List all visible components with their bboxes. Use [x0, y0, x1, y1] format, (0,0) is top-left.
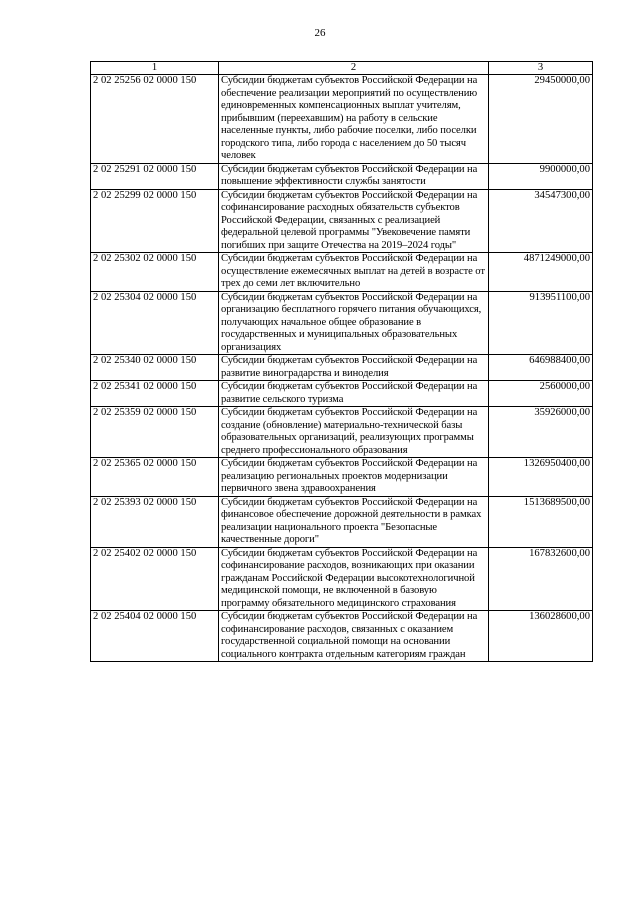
column-header-1: 1	[91, 62, 219, 75]
subsidy-name: Субсидии бюджетам субъектов Российской Федерации на софинансирование расходов, возникающих при оказании гражданам Российской Федерации высокотехнологичной медицинской помощи, не включенной в базовую программу обязательного медицинского страхования	[219, 547, 489, 611]
table-row	[91, 496, 593, 547]
budget-code: 2 02 25291 02 0000 150	[91, 163, 219, 189]
subsidy-name: Субсидии бюджетам субъектов Российской Федерации на создание (обновление) материально-технической базы образовательных организаций, реализующих программы среднего профессионального образования	[219, 407, 489, 458]
subsidy-amount: 136028600,00	[489, 611, 593, 662]
subsidy-name: Субсидии бюджетам субъектов Российской Федерации на развитие виноградарства и виноделия	[219, 355, 489, 381]
budget-code: 2 02 25256 02 0000 150	[91, 75, 219, 164]
subsidy-amount: 34547300,00	[489, 189, 593, 253]
subsidy-amount: 167832600,00	[489, 547, 593, 611]
budget-code: 2 02 25365 02 0000 150	[91, 458, 219, 497]
budget-code: 2 02 25404 02 0000 150	[91, 611, 219, 662]
subsidy-name: Субсидии бюджетам субъектов Российской Федерации на реализацию региональных проектов модернизации первичного звена здравоохранения	[219, 458, 489, 497]
table-row	[91, 547, 593, 611]
column-header-3: 3	[489, 62, 593, 75]
table-row	[91, 163, 593, 189]
table-row	[91, 458, 593, 497]
budget-code: 2 02 25299 02 0000 150	[91, 189, 219, 253]
budget-code: 2 02 25393 02 0000 150	[91, 496, 219, 547]
subsidy-amount: 29450000,00	[489, 75, 593, 164]
subsidy-name: Субсидии бюджетам субъектов Российской Федерации на обеспечение реализации мероприятий по осуществлению единовременных компенсационных выплат учителям, прибывшим (переехавшим) на работу в сельские населенные пункты, либо рабочие поселки, либо поселки городского типа, либо города с населением до 50 тысяч человек	[219, 75, 489, 164]
subsidy-name: Субсидии бюджетам субъектов Российской Федерации на развитие сельского туризма	[219, 381, 489, 407]
subsidy-amount: 1513689500,00	[489, 496, 593, 547]
subsidy-name: Субсидии бюджетам субъектов Российской Федерации на организацию бесплатного горячего питания обучающихся, получающих начальное общее образование в государственных и муниципальных образовательных организациях	[219, 291, 489, 355]
budget-code: 2 02 25304 02 0000 150	[91, 291, 219, 355]
subsidy-name: Субсидии бюджетам субъектов Российской Федерации на софинансирование расходов, связанных с оказанием государственной социальной помощи на основании социального контракта отдельным категориям граждан	[219, 611, 489, 662]
subsidy-amount: 646988400,00	[489, 355, 593, 381]
subsidy-amount: 35926000,00	[489, 407, 593, 458]
table-row	[91, 355, 593, 381]
table-row	[91, 253, 593, 292]
subsidy-amount: 4871249000,00	[489, 253, 593, 292]
table-row	[91, 611, 593, 662]
table-row	[91, 381, 593, 407]
subsidy-name: Субсидии бюджетам субъектов Российской Федерации на осуществление ежемесячных выплат на детей в возрасте от трех до семи лет включительно	[219, 253, 489, 292]
subsidy-name: Субсидии бюджетам субъектов Российской Федерации на финансовое обеспечение дорожной деятельности в рамках реализации национального проекта "Безопасные качественные дороги"	[219, 496, 489, 547]
subsidy-amount: 2560000,00	[489, 381, 593, 407]
budget-code: 2 02 25340 02 0000 150	[91, 355, 219, 381]
budget-table	[90, 61, 593, 662]
subsidy-amount: 913951100,00	[489, 291, 593, 355]
budget-code: 2 02 25402 02 0000 150	[91, 547, 219, 611]
budget-code: 2 02 25341 02 0000 150	[91, 381, 219, 407]
budget-code: 2 02 25359 02 0000 150	[91, 407, 219, 458]
subsidy-amount: 9900000,00	[489, 163, 593, 189]
subsidy-amount: 1326950400,00	[489, 458, 593, 497]
table-row	[91, 75, 593, 164]
table-row	[91, 407, 593, 458]
table-header-row	[91, 62, 593, 75]
page-number: 26	[314, 27, 326, 39]
subsidy-name: Субсидии бюджетам субъектов Российской Федерации на повышение эффективности службы занятости	[219, 163, 489, 189]
budget-code: 2 02 25302 02 0000 150	[91, 253, 219, 292]
subsidy-name: Субсидии бюджетам субъектов Российской Федерации на софинансирование расходных обязательств субъектов Российской Федерации, связанных с реализацией федеральной целевой программы "Увековечение памяти погибших при защите Отечества на 2019–2024 годы"	[219, 189, 489, 253]
table-row	[91, 291, 593, 355]
table-row	[91, 189, 593, 253]
column-header-2: 2	[219, 62, 489, 75]
